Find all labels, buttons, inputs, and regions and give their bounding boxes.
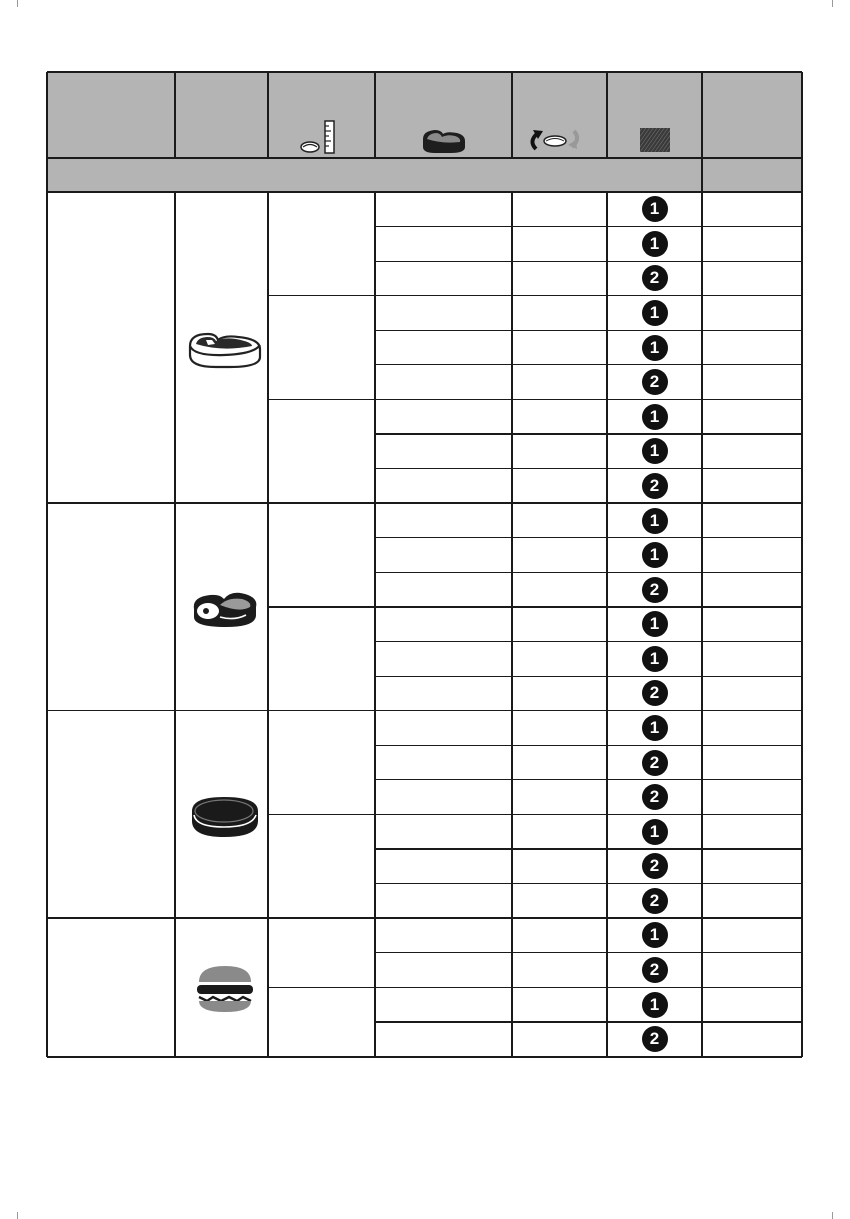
setting-number: 1 — [649, 994, 660, 1014]
setting-number: 2 — [649, 960, 660, 980]
setting-badge — [643, 301, 667, 325]
setting-badge — [643, 681, 667, 705]
setting-badge — [643, 958, 667, 982]
setting-badge — [643, 854, 667, 878]
setting-badge — [643, 405, 667, 429]
crop-mark-top-right — [832, 0, 833, 7]
setting-badge — [643, 1027, 667, 1051]
row-divider — [375, 226, 802, 227]
column-divider — [174, 192, 175, 1057]
table-left-border — [46, 72, 48, 1057]
setting-badge — [643, 197, 667, 221]
setting-badge — [643, 474, 667, 498]
row-divider — [375, 952, 802, 953]
header-turn-over-icon — [524, 127, 586, 153]
setting-badge — [643, 785, 667, 809]
column-divider — [374, 192, 375, 1057]
row-divider — [375, 330, 802, 331]
setting-number: 1 — [649, 545, 660, 565]
row-divider — [375, 779, 802, 780]
row-divider — [375, 883, 802, 884]
subgroup-divider — [268, 987, 802, 988]
column-divider — [606, 192, 607, 1057]
setting-badge — [643, 923, 667, 947]
column-divider — [174, 72, 175, 158]
setting-badge — [643, 543, 667, 567]
setting-number: 2 — [649, 579, 660, 599]
column-divider — [511, 192, 512, 1057]
setting-number: 1 — [649, 648, 660, 668]
crop-mark-top-left — [17, 0, 18, 7]
group-fillet-steak-icon — [190, 793, 260, 839]
header-bottom-border — [47, 157, 802, 158]
row-divider — [375, 537, 802, 538]
setting-badge — [643, 993, 667, 1017]
row-divider — [375, 572, 802, 573]
crop-mark-bottom-right — [832, 1212, 833, 1219]
column-divider — [374, 72, 375, 158]
setting-number: 1 — [649, 614, 660, 634]
setting-number: 1 — [649, 233, 660, 253]
setting-number: 1 — [649, 717, 660, 737]
header-thickness-ruler-icon — [299, 119, 343, 155]
subgroup-divider — [268, 295, 802, 296]
setting-number: 1 — [649, 337, 660, 357]
setting-badge — [643, 820, 667, 844]
group-divider — [47, 502, 802, 504]
row-divider — [375, 641, 802, 642]
setting-badge — [643, 647, 667, 671]
setting-number: 1 — [649, 303, 660, 323]
setting-badge — [643, 370, 667, 394]
setting-badge — [643, 336, 667, 360]
column-divider — [606, 72, 607, 158]
setting-number: 2 — [649, 1029, 660, 1049]
column-divider — [267, 72, 268, 158]
table-bottom-border — [47, 1056, 802, 1058]
setting-badge — [643, 266, 667, 290]
row-divider — [375, 364, 802, 365]
setting-number: 1 — [649, 510, 660, 530]
setting-badge — [643, 509, 667, 533]
setting-number: 1 — [649, 406, 660, 426]
table-top-border — [47, 71, 802, 73]
row-divider — [375, 468, 802, 469]
subgroup-divider — [268, 814, 802, 815]
row-divider — [375, 848, 802, 849]
setting-number: 2 — [649, 752, 660, 772]
column-divider — [267, 192, 268, 1057]
row-divider — [375, 745, 802, 746]
column-divider — [701, 72, 702, 1057]
table-right-border — [801, 72, 803, 1057]
row-divider — [375, 1021, 802, 1022]
row-divider — [375, 433, 802, 434]
group-tbone-steak-icon — [186, 330, 264, 370]
setting-number: 2 — [649, 268, 660, 288]
subgroup-divider — [268, 606, 802, 607]
setting-number: 1 — [649, 821, 660, 841]
section-bottom-border — [47, 191, 802, 193]
setting-badge — [643, 439, 667, 463]
setting-number: 2 — [649, 890, 660, 910]
group-rib-steak-icon — [190, 587, 260, 631]
setting-badge — [643, 232, 667, 256]
group-divider — [47, 710, 802, 712]
setting-number: 2 — [649, 475, 660, 495]
setting-badge — [643, 612, 667, 636]
setting-number: 1 — [649, 199, 660, 219]
row-divider — [375, 676, 802, 677]
setting-number: 2 — [649, 372, 660, 392]
setting-number: 1 — [649, 925, 660, 945]
header-steak-weight-icon — [419, 125, 469, 155]
setting-badge — [643, 889, 667, 913]
group-divider — [47, 917, 802, 919]
setting-badge — [643, 751, 667, 775]
row-divider — [375, 261, 802, 262]
setting-badge — [643, 716, 667, 740]
setting-number: 1 — [649, 441, 660, 461]
subgroup-divider — [268, 399, 802, 400]
crop-mark-bottom-left — [17, 1212, 18, 1219]
section-band — [47, 158, 802, 192]
header-grill-plate-icon — [639, 127, 671, 153]
setting-number: 2 — [649, 683, 660, 703]
setting-number: 2 — [649, 856, 660, 876]
column-divider — [511, 72, 512, 158]
setting-badge — [643, 578, 667, 602]
setting-number: 2 — [649, 787, 660, 807]
group-burger-icon — [193, 964, 257, 1014]
